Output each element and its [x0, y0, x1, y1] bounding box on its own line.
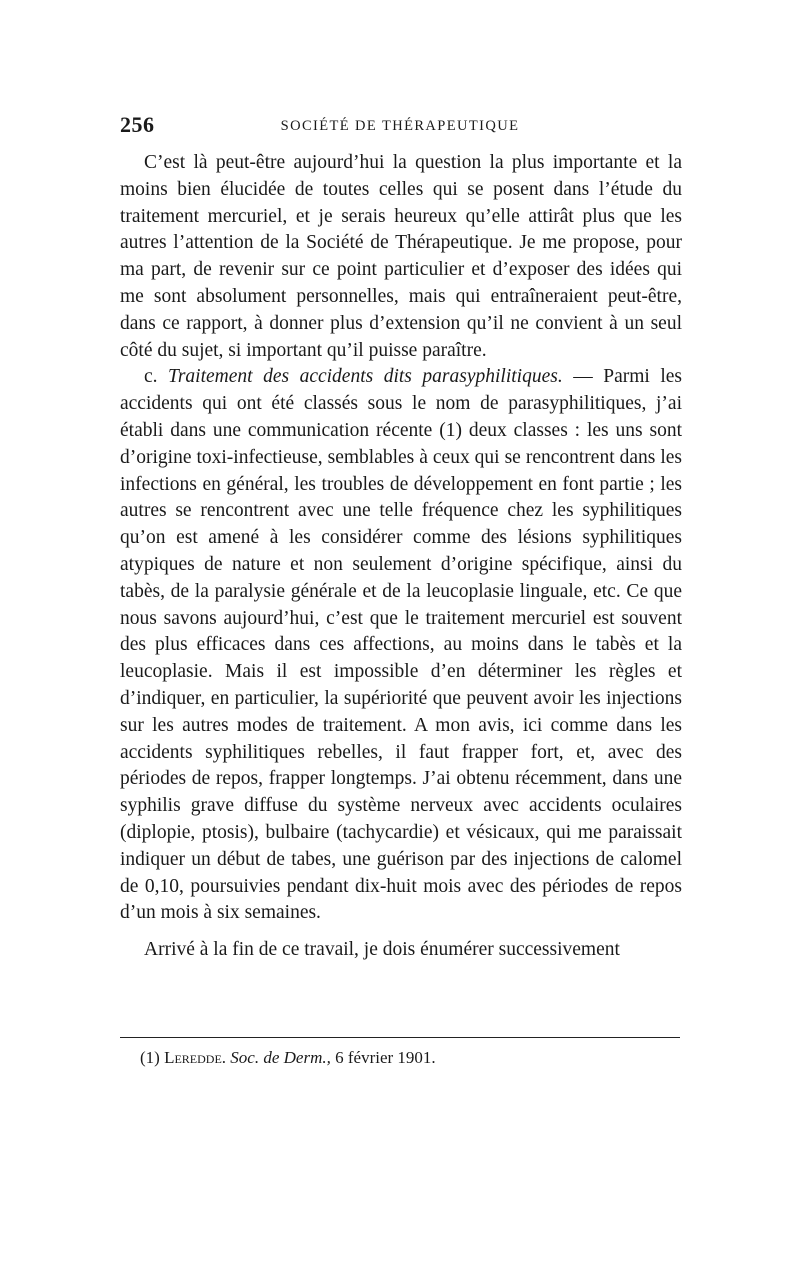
footnote-rule — [120, 1037, 680, 1038]
footnote-journal: Soc. de Derm., — [230, 1048, 331, 1067]
page-number: 256 — [120, 112, 155, 137]
paragraph: C’est là peut-être aujourd’hui la question la plus importante et la moins bien élucidée de toutes celles qui se posent dans l’étude du traitement mercuriel, et je serais heureux qu’elle attirât plus que les autres l’attention de la Société de Thérapeutique. Je me propose, pour ma part, de revenir sur ce point particulier et d’exposer des idées qui me sont absolument personnelles, mais qui entraîneraient peut-être, dans ce rapport, à donner plus d’extension qu’il ne convient à un seul côté du sujet, si important qu’il puisse paraître. — [120, 152, 682, 361]
paragraph-section-c — [120, 364, 682, 927]
section-label: c. — [144, 366, 158, 388]
footnote-date: 6 février 1901. — [335, 1048, 436, 1067]
page-header — [120, 112, 680, 142]
footnote-marker: (1) — [140, 1048, 160, 1067]
body-text — [120, 150, 682, 964]
running-head: SOCIÉTÉ DE THÉRAPEUTIQUE — [280, 118, 520, 134]
section-heading: Traitement des accidents dits parasyphilitiques. — [168, 366, 563, 388]
footnote-author: Leredde. — [164, 1048, 227, 1067]
section-text: — Parmi les accidents qui ont été classés sous le nom de parasyphilitiques, j’ai établi dans une communication récente (1) deux classes : les uns sont d’origine toxi-infectieuse, semblables à ceux qui se rencontrent dans les infections en général, les troubles de développement en font partie ; les autres se rencontrent avec une telle fréquence chez les syphilitiques qu’on est amené à les considérer comme des lésions syphilitiques atypiques de nature et non seulement d’origine spécifique, ainsi du tabès, de la paralysie générale et de la leucoplasie linguale, etc. Ce que nous savons aujourd’hui, c’est que le traitement mercuriel est souvent des plus efficaces dans ces affections, au moins dans le tabès et la leucoplasie. Mais il est impossible d’en déterminer les règles et d’indiquer, en particulier, la supériorité que peuvent avoir les injections sur les autres modes de traitement. A mon avis, ici comme dans les accidents syphilitiques rebelles, il faut frapper fort, et, avec des périodes de repos, frapper longtemps. J’ai obtenu récemment, dans une syphilis grave diffuse du système nerveux avec accidents oculaires (diplopie, ptosis), bulbaire (tachycardie) et vésicaux, qui me paraissait indiquer un début de tabes, une guérison par des injections de calomel de 0,10, poursuivies pendant dix-huit mois avec des périodes de repos d’un mois à six semaines. — [120, 366, 682, 924]
paragraph: Arrivé à la fin de ce travail, je dois énumérer successivement — [144, 939, 620, 961]
footnote — [140, 1047, 680, 1069]
